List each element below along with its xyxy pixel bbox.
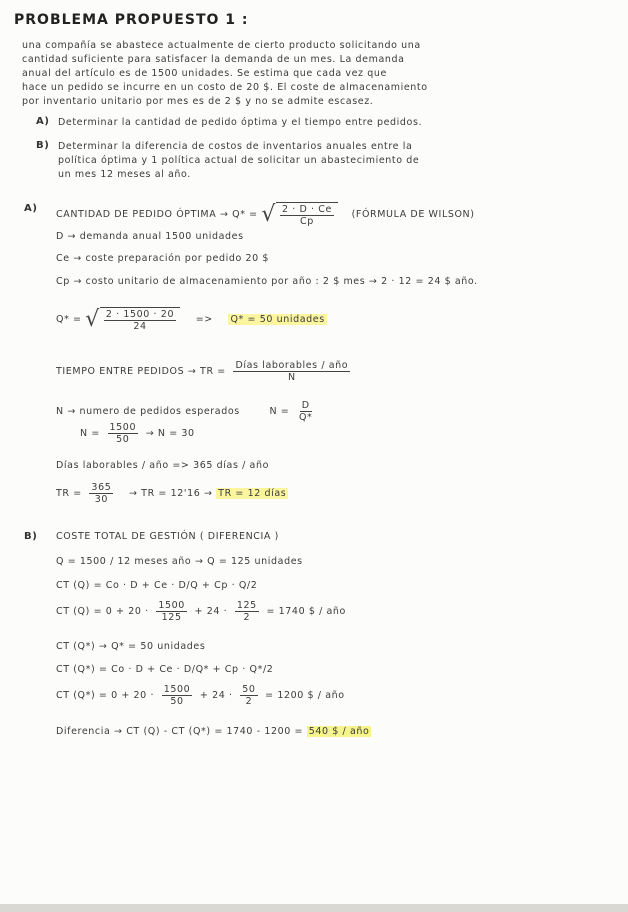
wilson-formula-line — [56, 202, 475, 227]
q-current-line: Q = 1500 / 12 meses año → Q = 125 unidades — [56, 556, 303, 567]
ct-formula: CT (Q) = Co · D + Ce · D/Q + Cp · Q/2 — [56, 580, 258, 591]
ctq-formula: CT (Q*) = Co · D + Ce · D/Q* + Cp · Q*/2 — [56, 664, 274, 675]
question-b-line-1: Determinar la diferencia de costos de inventarios anuales entre la — [58, 141, 413, 152]
statement-line-5: por inventario unitario por mes es de 2 $ y no se admite escasez. — [22, 96, 374, 107]
ctq-line: CT (Q*) → Q* = 50 unidades — [56, 641, 206, 652]
wilson-fraction: $\frac{2 \cdot D \cdot Ce}{Cp}$ — [282, 204, 332, 227]
tr-calculation: TR = $\frac{365}{30}$ → TR = 12'16 → TR = 12 días — [56, 482, 287, 505]
part-b-label: B) — [24, 531, 38, 542]
eoq-header: CANTIDAD DE PEDIDO ÓPTIMA → Q* = — [56, 209, 258, 220]
statement-line-2: cantidad suficiente para satisfacer la demanda de un mes. La demanda — [22, 54, 405, 65]
part-a-label: A) — [24, 203, 38, 214]
tr-header-line: TIEMPO ENTRE PEDIDOS → TR = $\frac{\text{Días laborables / año}}{N}$ — [56, 360, 349, 383]
eoq-calculation: Q* = √ $\frac{2 \cdot 1500 \cdot 20}{24}$ => Q* = 50 unidades — [56, 306, 325, 332]
question-b-line-3: un mes 12 meses al año. — [58, 169, 191, 180]
problem-title: PROBLEMA PROPUESTO 1 : — [14, 12, 249, 28]
statement-line-4: hace un pedido se incurre en un costo de 20 $. El coste de almacenamiento — [22, 82, 428, 93]
n-definition-line: N → numero de pedidos esperados N = $\frac{D}{Q*}$ — [56, 400, 313, 423]
eoq-result: Q* = 50 unidades — [230, 314, 325, 325]
difference-line: Diferencia → CT (Q) - CT (Q*) = 1740 - 1200 = 540 $ / año — [56, 726, 370, 737]
part-b-header: COSTE TOTAL DE GESTIÓN ( DIFERENCIA ) — [56, 531, 279, 542]
wilson-note: (FÓRMULA DE WILSON) — [351, 209, 475, 220]
statement-line-1: una compañía se abastece actualmente de cierto producto solicitando una — [22, 40, 421, 51]
page-bottom-edge — [0, 904, 628, 912]
n-calculation: N = $\frac{1500}{50}$ → N = 30 — [80, 422, 195, 445]
sqrt-symbol-2: √ $\frac{2 \cdot 1500 \cdot 20}{24}$ — [85, 307, 180, 332]
ctq-calculation: CT (Q*) = 0 + 20 · $\frac{1500}{50}$ + 24 · $\frac{50}{2}$ = 1200 $ / año — [56, 684, 345, 707]
working-days-line: Días laborables / año => 365 días / año — [56, 460, 269, 471]
tr-result: TR = 12 días — [218, 488, 287, 499]
ct-calculation: CT (Q) = 0 + 20 · $\frac{1500}{125}$ + 24 · $\frac{125}{2}$ = 1740 $ / año — [56, 600, 346, 623]
question-a-text: Determinar la cantidad de pedido óptima y el tiempo entre pedidos. — [58, 117, 423, 128]
sqrt-symbol: √ $\frac{2 \cdot D \cdot Ce}{Cp}$ — [261, 202, 338, 227]
holding-cost-line: Cp → costo unitario de almacenamiento por año : 2 $ mes → 2 · 12 = 24 $ año. — [56, 276, 478, 287]
question-a-label: A) — [36, 116, 50, 127]
demand-line: D → demanda anual 1500 unidades — [56, 231, 244, 242]
setup-cost-line: Ce → coste preparación por pedido 20 $ — [56, 253, 270, 264]
statement-line-3: anual del artículo es de 1500 unidades. Se estima que cada vez que — [22, 68, 387, 79]
question-b-line-2: política óptima y 1 política actual de solicitar un abastecimiento de — [58, 155, 420, 166]
difference-result: 540 $ / año — [308, 726, 370, 737]
question-b-label: B) — [36, 140, 50, 151]
